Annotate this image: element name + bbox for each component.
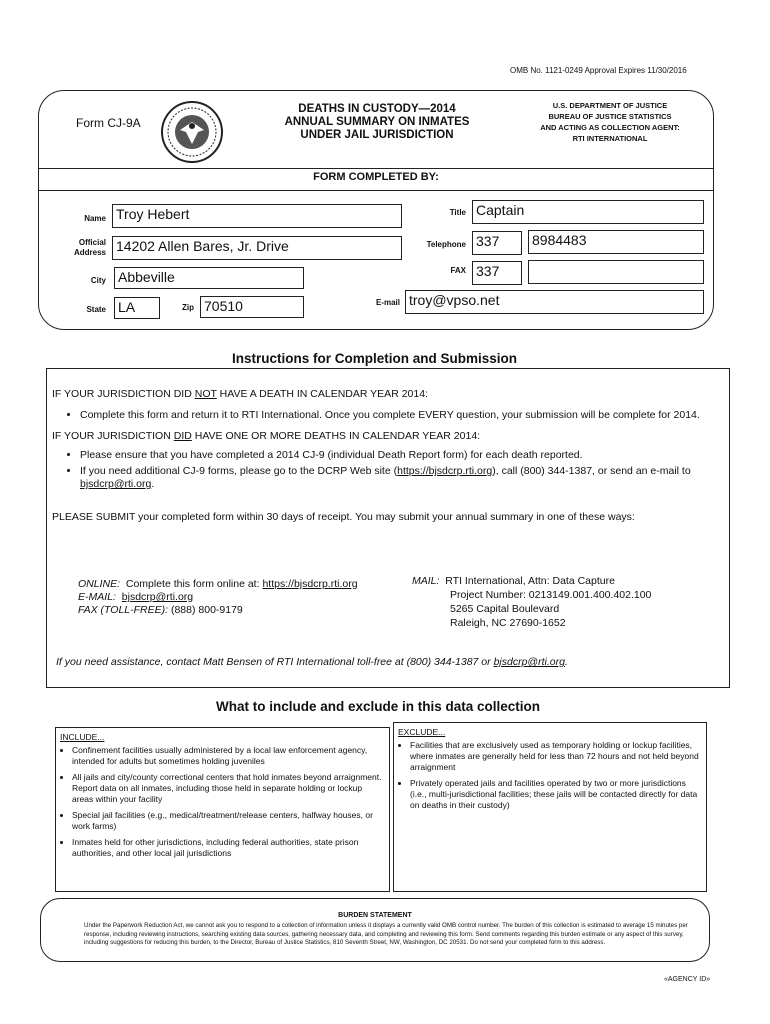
mail-label: MAIL: xyxy=(412,575,440,587)
exclude-item: • Privately operated jails and facilities operated by two or more jurisdictions (i.e., multi-jurisdictional facilities; these jails will be contacted directly for data on deaths in their custody) xyxy=(410,778,700,811)
assistance-email-link[interactable]: bjsdcrp@rti.org xyxy=(493,656,565,668)
assistance-end: . xyxy=(564,656,568,668)
instructions-title: Instructions for Completion and Submission xyxy=(232,351,518,366)
include-item: • Confinement facilities usually administered by a local law enforcement agency, intended for adults but sometimes holding juveniles xyxy=(72,745,383,767)
address-label-line-1: Official xyxy=(78,238,106,247)
omb-approval-line: OMB No. 1121-0249 Approval Expires 11/30/2016 xyxy=(510,66,687,75)
exclude-box xyxy=(393,722,707,892)
exclude-heading: EXCLUDE... xyxy=(398,727,446,737)
name-field[interactable]: Troy Hebert xyxy=(112,204,402,228)
mail-method xyxy=(412,574,712,630)
dcrp-website-link[interactable]: https://bjsdcrp.rti.org xyxy=(397,465,493,477)
fax-method-label: FAX (TOLL-FREE): xyxy=(78,604,169,616)
email-method-label: E-MAIL: xyxy=(78,591,116,603)
email-method xyxy=(78,591,408,604)
assistance-text: If you need assistance, contact Matt Bensen of RTI International toll-free at (800) 344-1387 or xyxy=(56,656,494,668)
include-item: • All jails and city/county correctional centers that hold inmates beyond arraignment. Report data on all inmates, including those held in separate holding or lockup areas within your facility xyxy=(72,772,383,805)
online-text: Complete this form online at: xyxy=(125,578,260,590)
include-item: • Inmates held for other jurisdictions, including federal authorities, state prison authorities, and other local jail jurisdictions xyxy=(72,837,383,859)
no-death-heading-emphasis: NOT xyxy=(194,388,217,400)
agency-line-2: BUREAU OF JUSTICE STATISTICS xyxy=(548,112,672,121)
address-field[interactable]: 14202 Allen Bares, Jr. Drive xyxy=(112,236,402,260)
name-label: Name xyxy=(84,214,106,223)
fax-area-field[interactable]: 337 xyxy=(472,261,522,285)
exclude-item: • Facilities that are exclusively used as temporary holding or lockup facilities, where inmates are generally held for less than 72 hours and not held beyond arraignment xyxy=(410,740,700,773)
agency-block xyxy=(520,100,700,144)
zip-field[interactable]: 70510 xyxy=(200,296,304,318)
mail-line-1 xyxy=(412,574,712,588)
death-heading-emphasis: DID xyxy=(173,430,192,442)
online-url-link[interactable]: https://bjsdcrp.rti.org xyxy=(262,578,358,590)
mail-address-line-1: RTI International, Attn: Data Capture xyxy=(445,575,615,587)
include-heading: INCLUDE... xyxy=(60,732,105,742)
title-field[interactable]: Captain xyxy=(472,200,704,224)
title-label: Title xyxy=(449,208,466,217)
include-box xyxy=(55,727,390,892)
email-label: E-mail xyxy=(375,298,400,307)
fax-label: FAX xyxy=(450,266,466,275)
doj-seal-icon xyxy=(160,100,224,164)
assistance-line xyxy=(56,656,716,669)
completed-by-divider xyxy=(38,190,714,191)
city-label: City xyxy=(90,276,106,285)
death-bullet-2 xyxy=(80,465,722,491)
header-divider xyxy=(38,168,714,169)
form-title-line-3: UNDER JAIL JURISDICTION xyxy=(300,129,454,141)
agency-line-3: AND ACTING AS COLLECTION AGENT: xyxy=(540,123,680,132)
form-title-line-1: DEATHS IN CUSTODY—2014 xyxy=(298,103,456,115)
fax-number-field[interactable] xyxy=(528,260,704,284)
agency-id: «AGENCY ID» xyxy=(664,976,711,983)
completed-by-heading: FORM COMPLETED BY: xyxy=(313,171,439,183)
include-item: • Special jail facilities (e.g., medical/treatment/release centers, halfway houses, or work farms) xyxy=(72,810,383,832)
telephone-area-field[interactable]: 337 xyxy=(472,231,522,255)
death-heading-pre: IF YOUR JURISDICTION xyxy=(52,430,174,442)
burden-text: Under the Paperwork Reduction Act, we cannot ask you to respond to a collection of information unless it displays a currently valid OMB control number. The burden of this collection is estimated to average 15 minutes per response, including reviewing instructions, searching existing data sources, gathering necessary data, and completing and reviewing this form. Send comments regarding this burden estimate or any aspect of this survey, including suggestions for reducing this burden, to the Director, Bureau of Justice Statistics, 810 Seventh Street, NW, Washington, DC 20531. Do not send your completed form to this address. xyxy=(84,922,688,946)
fax-method-number: (888) 800-9179 xyxy=(170,604,243,616)
death-bullet-2-pre: If you need additional CJ-9 forms, please go to the DCRP Web site ( xyxy=(80,465,398,477)
death-heading xyxy=(52,430,722,443)
state-field[interactable]: LA xyxy=(114,297,160,319)
address-label-line-2: Address xyxy=(73,248,106,257)
agency-line-1: U.S. DEPARTMENT OF JUSTICE xyxy=(552,101,668,110)
online-method xyxy=(78,578,408,591)
no-death-heading xyxy=(52,388,722,401)
zip-label: Zip xyxy=(182,303,194,312)
mail-address-line-4: Raleigh, NC 27690-1652 xyxy=(450,617,566,629)
email-field[interactable]: troy@vpso.net xyxy=(405,290,704,314)
agency-line-4: RTI INTERNATIONAL xyxy=(572,134,648,143)
instructions-body xyxy=(52,388,722,524)
fax-method xyxy=(78,604,408,617)
state-label: State xyxy=(86,305,106,314)
death-heading-post: HAVE ONE OR MORE DEATHS IN CALENDAR YEAR 2014: xyxy=(191,430,481,442)
death-bullet-2-end: . xyxy=(151,478,155,490)
form-title xyxy=(262,103,492,142)
mail-address-line-3: 5265 Capital Boulevard xyxy=(450,603,560,615)
form-id: Form CJ-9A xyxy=(76,116,141,130)
online-label: ONLINE: xyxy=(78,578,121,590)
submit-email-link[interactable]: bjsdcrp@rti.org xyxy=(121,591,194,603)
death-bullet-1: • Please ensure that you have completed a 2014 CJ-9 (individual Death Report form) for each death reported. xyxy=(80,449,722,462)
address-label xyxy=(54,238,106,258)
no-death-bullet: • Complete this form and return it to RTI International. Once you complete EVERY question, your submission will be complete for 2014. xyxy=(80,409,722,422)
no-death-heading-post: HAVE A DEATH IN CALENDAR YEAR 2014: xyxy=(216,388,428,400)
submit-line: PLEASE SUBMIT your completed form within 30 days of receipt. You may submit your annual summary in one of these ways: xyxy=(52,511,635,523)
telephone-number-field[interactable]: 8984483 xyxy=(528,230,704,254)
telephone-label: Telephone xyxy=(426,240,466,249)
mail-address-line-2: Project Number: 0213149.001.400.402.100 xyxy=(450,589,652,601)
submission-methods-left xyxy=(78,578,408,617)
dcrp-email-link[interactable]: bjsdcrp@rti.org xyxy=(80,478,152,490)
form-title-line-2: ANNUAL SUMMARY ON INMATES xyxy=(284,116,470,128)
include-exclude-title: What to include and exclude in this data collection xyxy=(216,699,541,714)
no-death-heading-pre: IF YOUR JURISDICTION DID xyxy=(52,388,195,400)
death-bullet-2-mid: ), call (800) 344-1387, or send an e-mail to xyxy=(492,465,691,477)
burden-title: BURDEN STATEMENT xyxy=(338,912,412,919)
city-field[interactable]: Abbeville xyxy=(114,267,304,289)
